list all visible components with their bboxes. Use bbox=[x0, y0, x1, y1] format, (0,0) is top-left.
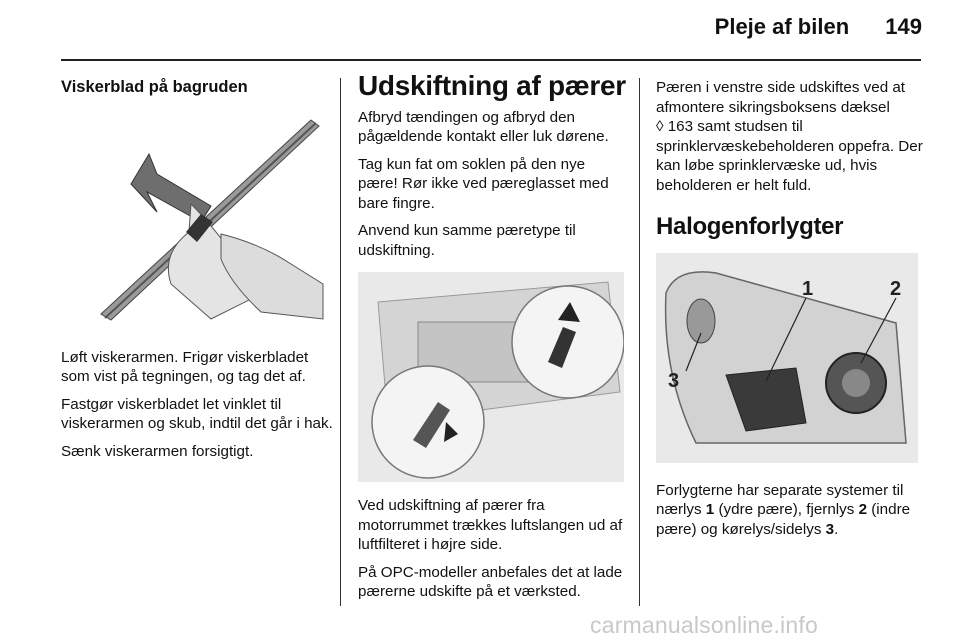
page-reference: ◊ 163 bbox=[656, 118, 694, 135]
section-heading-bulbs: Udskiftning af pærer bbox=[358, 70, 626, 101]
paragraph-lift-arm: Løft viskerarmen. Frigør viskerbladet som vist på tegningen, og tag det af. bbox=[61, 348, 309, 385]
section-heading-rear-wiper: Viskerblad på bagruden bbox=[61, 78, 248, 96]
wiper-illustration bbox=[61, 114, 327, 328]
page-number: 149 bbox=[885, 14, 922, 39]
page-header-title: Pleje af bilen bbox=[714, 14, 850, 39]
systems-text-a: Forlygterne har separate systemer til nærlys bbox=[656, 481, 904, 518]
column-rear-wiper bbox=[61, 60, 333, 469]
paragraph-headlight-systems bbox=[656, 481, 924, 540]
paragraph-attach-blade: Fastgør viskerbladet let vinklet til viskerarmen og skub, indtil det går i hak. bbox=[61, 395, 333, 432]
column-headlights bbox=[656, 78, 924, 547]
figure-engine-bay bbox=[358, 272, 624, 482]
headlight-illustration bbox=[656, 253, 918, 463]
figure-headlight bbox=[656, 253, 918, 463]
systems-num-3: 3 bbox=[825, 520, 835, 538]
section-heading-halogen: Halogenforlygter bbox=[656, 213, 844, 240]
paragraph-left-bulb bbox=[656, 78, 924, 195]
paragraph-hold-base: Tag kun fat om soklen på den nye pære! Rør ikke ved pæreglasset med bare fingre. bbox=[358, 155, 609, 212]
paragraph-air-hose: Ved udskiftning af pærer fra motorrummet trækkes luftslangen ud af luftfilteret i højre side. bbox=[358, 497, 623, 553]
engine-bay-illustration bbox=[358, 272, 624, 482]
systems-text-d: . bbox=[834, 520, 839, 538]
paragraph-switch-off: Afbryd tændingen og afbryd den pågældende kontakt eller luk dørene. bbox=[358, 108, 609, 145]
figure-label-2: 2 bbox=[890, 277, 902, 300]
column-bulb-replacement bbox=[358, 70, 628, 610]
paragraph-lower-arm: Sænk viskerarmen forsigtigt. bbox=[61, 442, 254, 460]
systems-text-c: (indre pære) og kørelys/sidelys bbox=[656, 501, 911, 538]
figure-label-3: 3 bbox=[668, 369, 680, 392]
left-bulb-text-a: Pæren i venstre side udskiftes ved at afmontere sikringsboksens dæksel bbox=[656, 79, 906, 116]
paragraph-same-type: Anvend kun samme pæretype til udskiftning. bbox=[358, 222, 576, 259]
figure-label-1: 1 bbox=[802, 277, 814, 300]
column-divider-2 bbox=[639, 78, 640, 606]
systems-num-2: 2 bbox=[858, 501, 868, 518]
page-header bbox=[715, 14, 922, 40]
column-divider-1 bbox=[340, 78, 341, 606]
systems-text-b: (ydre pære), fjernlys bbox=[714, 501, 859, 518]
systems-num-1: 1 bbox=[705, 501, 715, 518]
paragraph-opc-models: På OPC-modeller anbefales det at lade pærerne udskifte på et værksted. bbox=[358, 563, 623, 600]
figure-wiper-blade bbox=[61, 114, 327, 328]
left-bulb-text-b: samt studsen til sprinklervæskebeholderen oppefra. Der kan løbe sprinklervæske ud, hvis beholderen er helt fuld. bbox=[656, 118, 923, 194]
watermark-text: carmanualsonline.info bbox=[590, 612, 818, 638]
